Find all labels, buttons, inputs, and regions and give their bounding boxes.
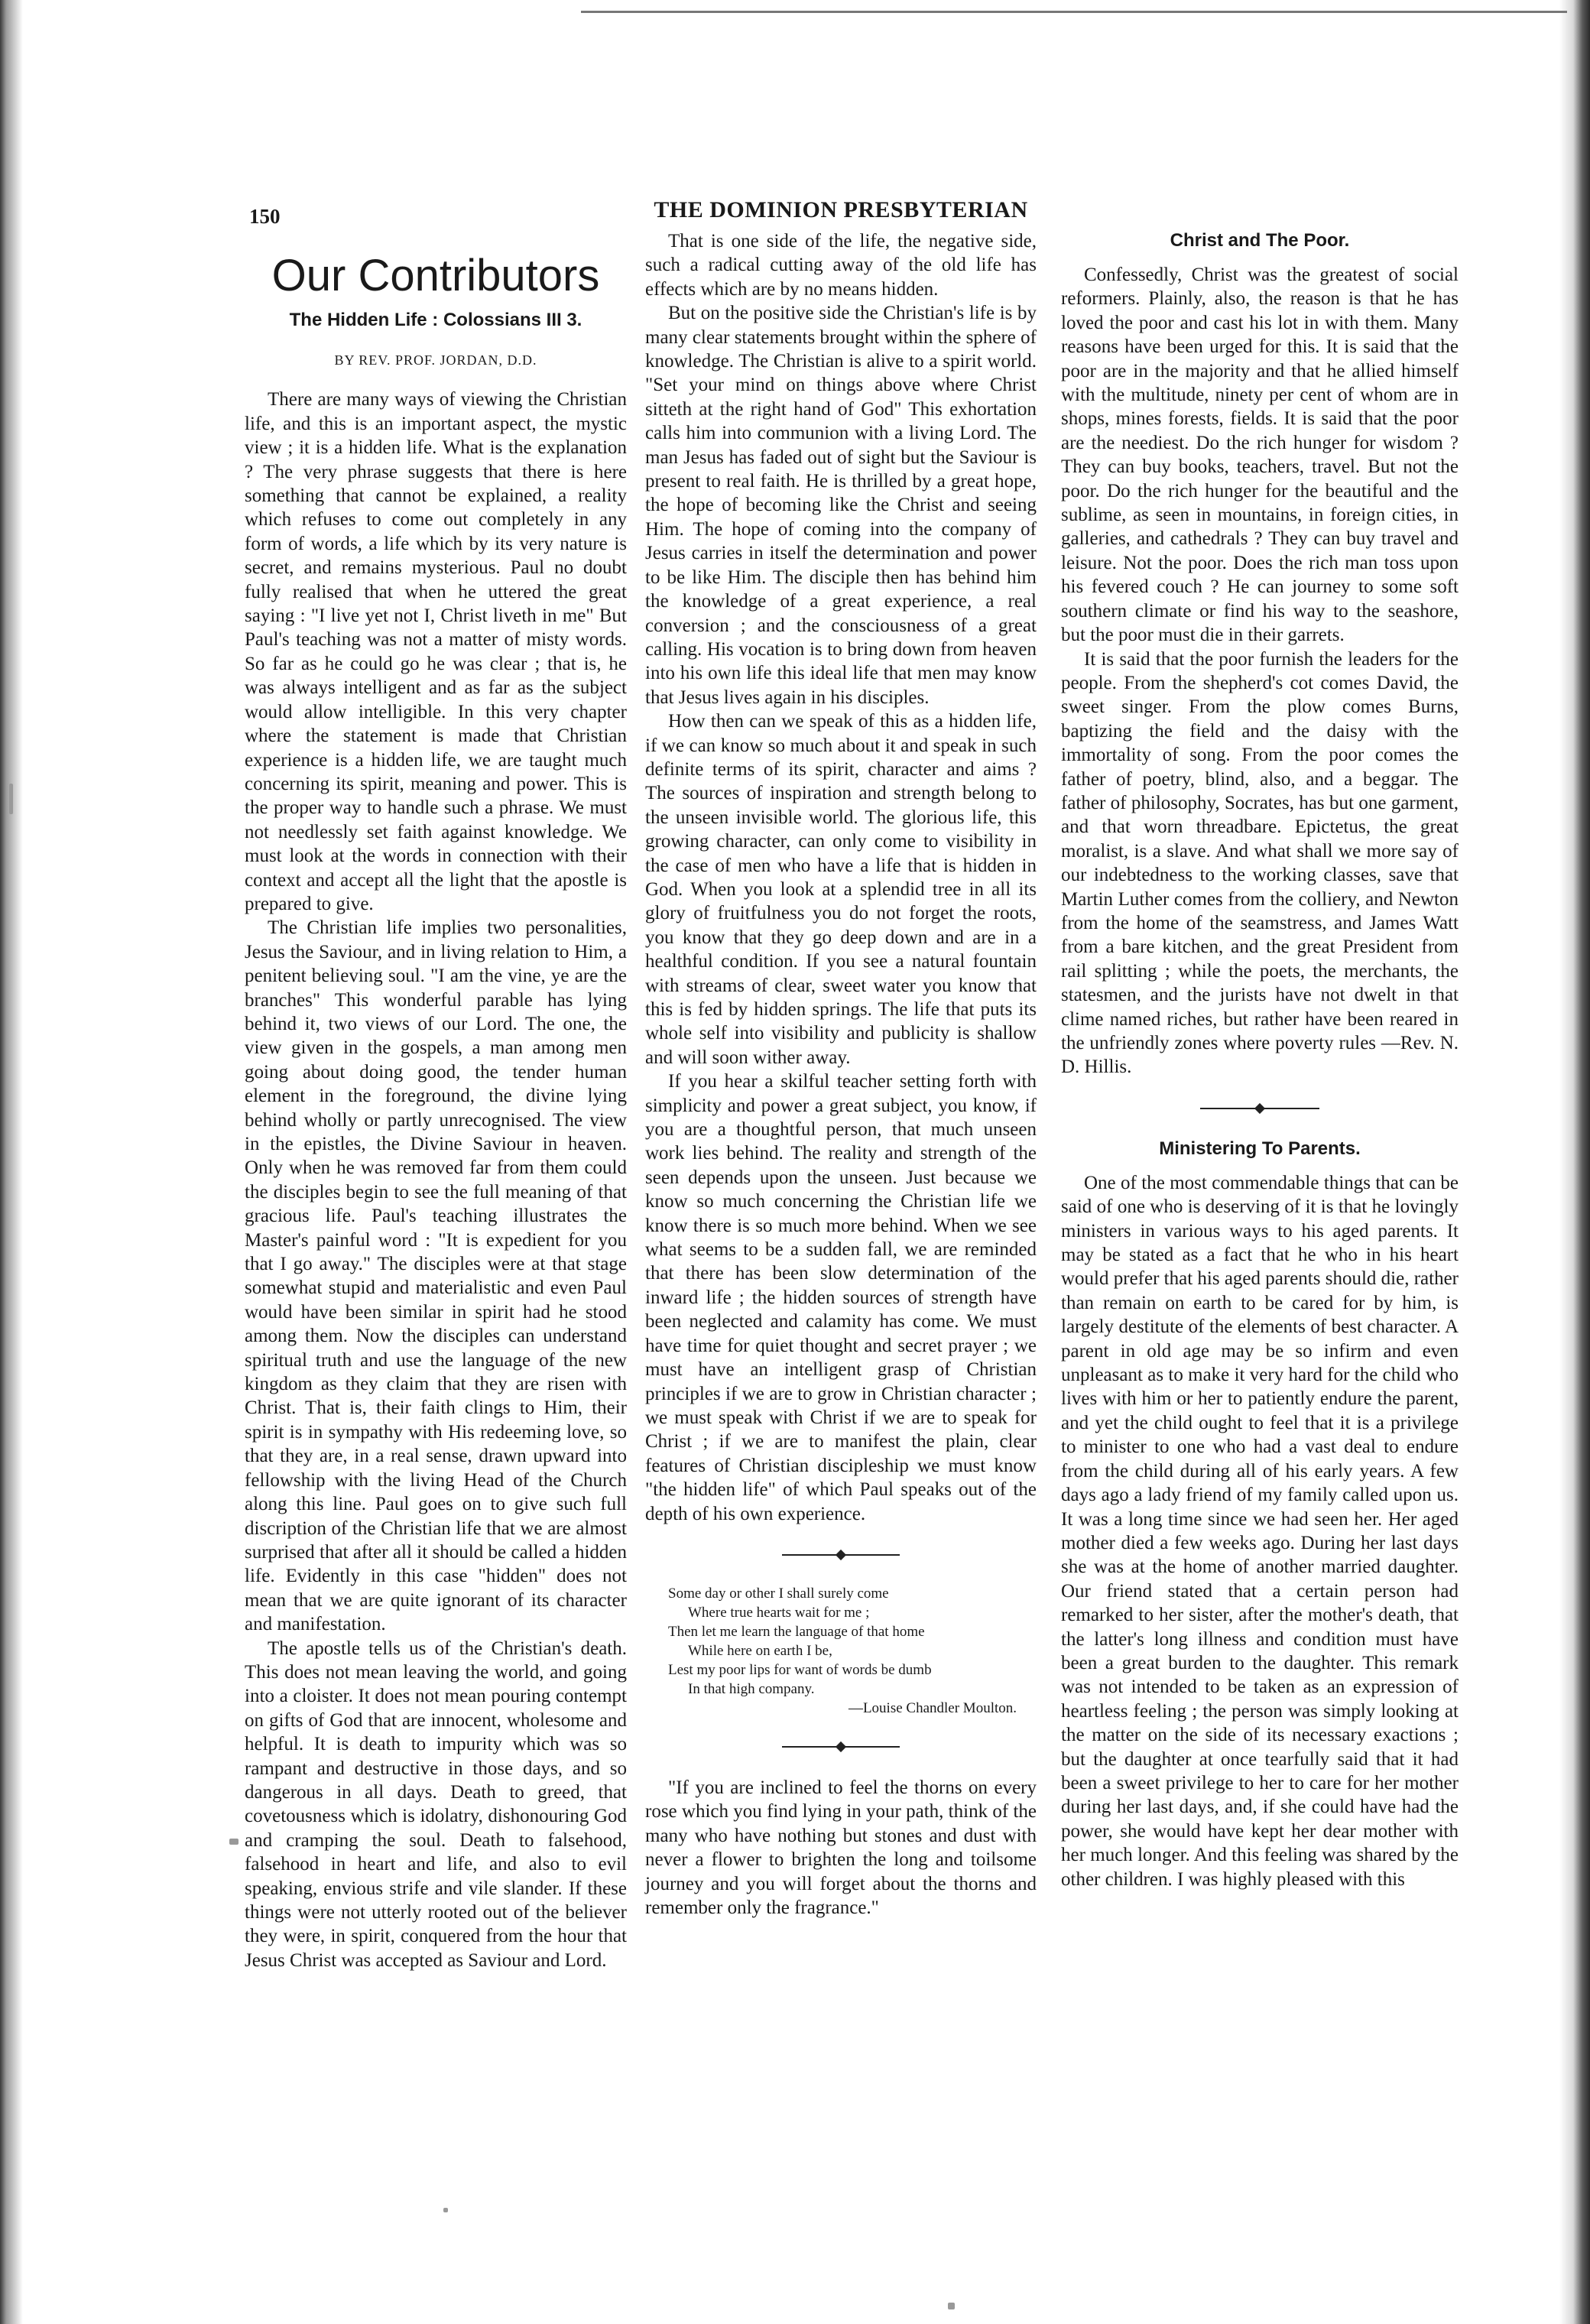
scan-edge-right — [1559, 0, 1590, 2324]
scan-top-line — [581, 11, 1567, 13]
scan-speck — [948, 2303, 955, 2309]
scan-speck — [9, 784, 13, 814]
article-title-ministering-to-parents: Ministering To Parents. — [1159, 1138, 1361, 1159]
paragraph: That is one side of the life, the negative side, such a radical cutting away of the old life has effects which are by no means hidden. — [645, 231, 1037, 300]
column-1 — [245, 229, 627, 1972]
poem-line: In that high company. — [688, 1680, 815, 1697]
article-title: The Hidden Life : Colossians III 3. — [289, 310, 582, 330]
poem-line: Then let me learn the language of that home — [668, 1623, 925, 1640]
ornament-rule — [645, 1549, 1037, 1561]
poem-line: While here on earth I be, — [688, 1642, 832, 1659]
column-2 — [645, 229, 1037, 1920]
paragraph: One of the most commendable things that can be said of one who is deserving of it is that he lovingly ministers in various ways to his aged parents. It may be stated as a fact that he who in his heart would prefer that his aged parents should die, rather than remain on earth to be cared for by him, is largely destitute of the elements of best character. A parent in old age may be so infirm and even unpleasant as to make it very hard for the child who lives with him or her to patiently endure the parent, and yet the child ought to feel that it is a privilege to minister to one who had a vast deal to endure from the child during all of his early years. A few days ago a lady friend of my family called upon us. It was a long time since we had seen her. Her aged mother died a few weeks ago. During her last days she was at the home of another married daughter. Our friend stated that a certain person had remarked to her sister, after the mother's death, that the latter's long illness and condition must have been a great burden to the daughter. This remark was not intended to be taken as an expression of heartless feeling ; the person was simply looking at the matter on the side of its necessary exactions ; but the daughter at once tearfully said that it had been a sweet privilege to her to care for her mother during her last days, and, if she could have had the power, she would have kept her dear mother with her much longer. And this feeling was shared by the other children. I was highly pleased with this — [1061, 1172, 1459, 1890]
poem — [645, 1584, 1037, 1718]
scan-speck — [229, 1839, 238, 1845]
page-number: 150 — [249, 205, 281, 228]
poem-line: Where true hearts wait for me ; — [688, 1604, 870, 1621]
paragraph: Confessedly, Christ was the greatest of social reformers. Plainly, also, the reason is that he has loved the poor and cast his lot in with them. Many reasons have been urged for this. It is said that the poor are in the majority and that he allied himself with the multitude, ninety per cent of whom are in shops, mines forests, fields. It is said that the poor are the neediest. Do the rich hunger for wisdom ? They can buy books, teachers, travel. But not the poor. Do the rich hunger for the beautiful and the sublime, as seen in mountains, in foreign cities, in galleries, and cathedrals ? They can buy travel and leisure. Not the poor. Does the rich man toss upon his fevered couch ? He can journey to some soft southern climate or find his way to the seashore, but the poor must die in their garrets. — [1061, 265, 1459, 646]
paragraph: How then can we speak of this as a hidden life, if we can know so much about it and speak in such definite terms of its spirit, character and aims ? The sources of inspiration and strength belong to the unseen invisible world. The glorious life, this growing character, can only come to visibility in the case of men who have a life that is hidden in God. When you look at a splendid tree in all its glory of fruitfulness you do not forget the roots, you know that they go deep down and are in a healthful condition. If you see a natural fountain with streams of clear, sweet water you know that this is fed by hidden springs. The life that puts its whole self into visibility and publicity is shallow and will soon wither away. — [645, 711, 1037, 1068]
paragraph: The Christian life implies two personalities, Jesus the Saviour, and in living relation to Him, a penitent believing soul. "I am the vine, ye are the branches" This wonderful parable has lying behind it, two views of our Lord. The one, the view given in the gospels, a man among men going about doing good, the tender human element in the foreground, the divine lying behind wholly or partly unrecognised. The view in the epistles, the Divine Saviour in heaven. Only when he was removed far from them could the disciples begin to see the full meaning of that gracious life. Paul's teaching illustrates the Master's painful word : "It is expedient for you that I go away." The disciples were at that stage somewhat stupid and materialistic and even Paul would have been similar in spirit had he stood among them. Now the disciples can understand spiritual truth and use the language of the new kingdom as they claim that they are risen with Christ. That is, their faith clings to Him, their spirit is in sympathy with His redeeming love, so that they are, in a real sense, drawn upward into fellowship with the living Head of the Church along this line. Paul goes on to give such full discription of the Christian life that we are almost surprised that after all it should be called a hidden life. Evidently in this case "hidden" does not mean that we are quite ignorant of its character and manifestation. — [245, 917, 627, 1635]
ornament-rule — [645, 1741, 1037, 1753]
poem-attribution: —Louise Chandler Moulton. — [848, 1699, 1017, 1716]
paragraph: "If you are inclined to feel the thorns on every rose which you find lying in your path, think of the many who have nothing but stones and dust with never a flower to brighten the long and toilsome journey and you will forget about the thorns and remember only the fragrance." — [645, 1777, 1037, 1918]
ornament-rule — [1061, 1102, 1459, 1115]
paragraph: If you hear a skilful teacher setting forth with simplicity and power a great subject, you know, if you are a thoughtful person, that much unseen work lies behind. The reality and strength of the seen depends upon the unseen. Just because we know so much concerning the Christian life we know there is so much more behind. When we see what seems to be a sudden fall, we are reminded that there has been slow determination of the inward life ; the hidden sources of strength have been neglected and calamity has come. We must have time for quiet thought and secret prayer ; we must have an intelligent grasp of Christian principles if we are to grow in Christian character ; we must speak with Christ if we are to speak for Christ ; if we are to manifest the plain, clear features of Christian discipleship we must know "the hidden life" of which Paul speaks out of the depth of his own experience. — [645, 1071, 1037, 1524]
paragraph: But on the positive side the Christian's life is by many clear statements brought within the sphere of knowledge. The Christian is alive to a spirit world. "Set your mind on things above where Christ sitteth at the right hand of God" This exhortation calls him into communion with a living Lord. The man Jesus has faded out of sight but the Saviour is present to real faith. He is thrilled by a great hope, the hope of becoming like the Christ and seeing Him. The hope of coming into the company of Jesus carries in itself the determination and power to be like Him. The disciple then has behind him the knowledge of a great experience, a real conversion ; and the consciousness of a great calling. His vocation is to bring down from heaven into his own life this ideal life that men may know that Jesus lives again in his disciples. — [645, 303, 1037, 708]
paragraph: There are many ways of viewing the Christian life, and this is an important aspect, the mystic view ; it is a hidden life. What is the explanation ? The very phrase suggests that there is here something that cannot be explained, a reality which refuses to come out completely in any form of words, a life which by its very nature is secret, and remains mysterious. Paul no doubt fully realised that when he uttered the great saying : "I live yet not I, Christ liveth in me" But Paul's teaching was not a matter of misty words. So far as he could go he was clear ; that is, he was always intelligent and as far as the subject would allow intelligible. In this very chapter where the statement is made that Christian experience is a hidden life, we are taught much concerning its spirit, meaning and power. This is the proper way to handle such a phrase. We must not needlessly set faith against knowledge. We must look at the words in connection with their context and accept all the light that the apostle is prepared to give. — [245, 389, 627, 914]
column-3 — [1061, 229, 1459, 1891]
running-head: THE DOMINION PRESBYTERIAN — [654, 197, 1028, 222]
section-heading: Our Contributors — [271, 251, 600, 300]
poem-line: Lest my poor lips for want of words be dumb — [668, 1661, 932, 1678]
scan-speck — [443, 2208, 448, 2212]
byline: BY REV. PROF. JORDAN, D.D. — [334, 352, 537, 368]
paragraph: The apostle tells us of the Christian's death. This does not mean leaving the world, and going into a cloister. It does not mean pouring contempt on gifts of God that are innocent, wholesome and helpful. It is death to impurity which was so rampant and destructive in those days, and so dangerous in all days. Death to greed, that covetousness which is idolatry, dishonouring God and cramping the soul. Death to falsehood, falsehood in heart and life, and also to evil speaking, envious strife and vile slander. If these things were not utterly rooted out of the believer they were, in spirit, conquered from the hour that Jesus Christ was accepted as Saviour and Lord. — [245, 1638, 627, 1971]
poem-line: Some day or other I shall surely come — [668, 1585, 889, 1602]
article-title-christ-and-the-poor: Christ and The Poor. — [1170, 230, 1350, 251]
scan-edge-left — [0, 0, 23, 2324]
paragraph: It is said that the poor furnish the leaders for the people. From the shepherd's cot comes David, the sweet singer. From the plow comes Burns, baptizing the field and the daisy with the immortality of song. From the poor comes the father of poetry, blind, also, and a beggar. The father of philosophy, Socrates, has but one garment, and that worn threadbare. Epictetus, the great moralist, is a slave. And what shall we more say of our indebtedness to the working classes, save that Martin Luther comes from the colliery, and Newton from the home of the seamstress, and James Watt from a bare kitchen, and the great President from rail splitting ; while the poets, the merchants, the statesmen, and the jurists have not dwelt in that clime named riches, but rather have been reared in the unfriendly zones where poverty rules —Rev. N. D. Hillis. — [1061, 648, 1459, 1078]
